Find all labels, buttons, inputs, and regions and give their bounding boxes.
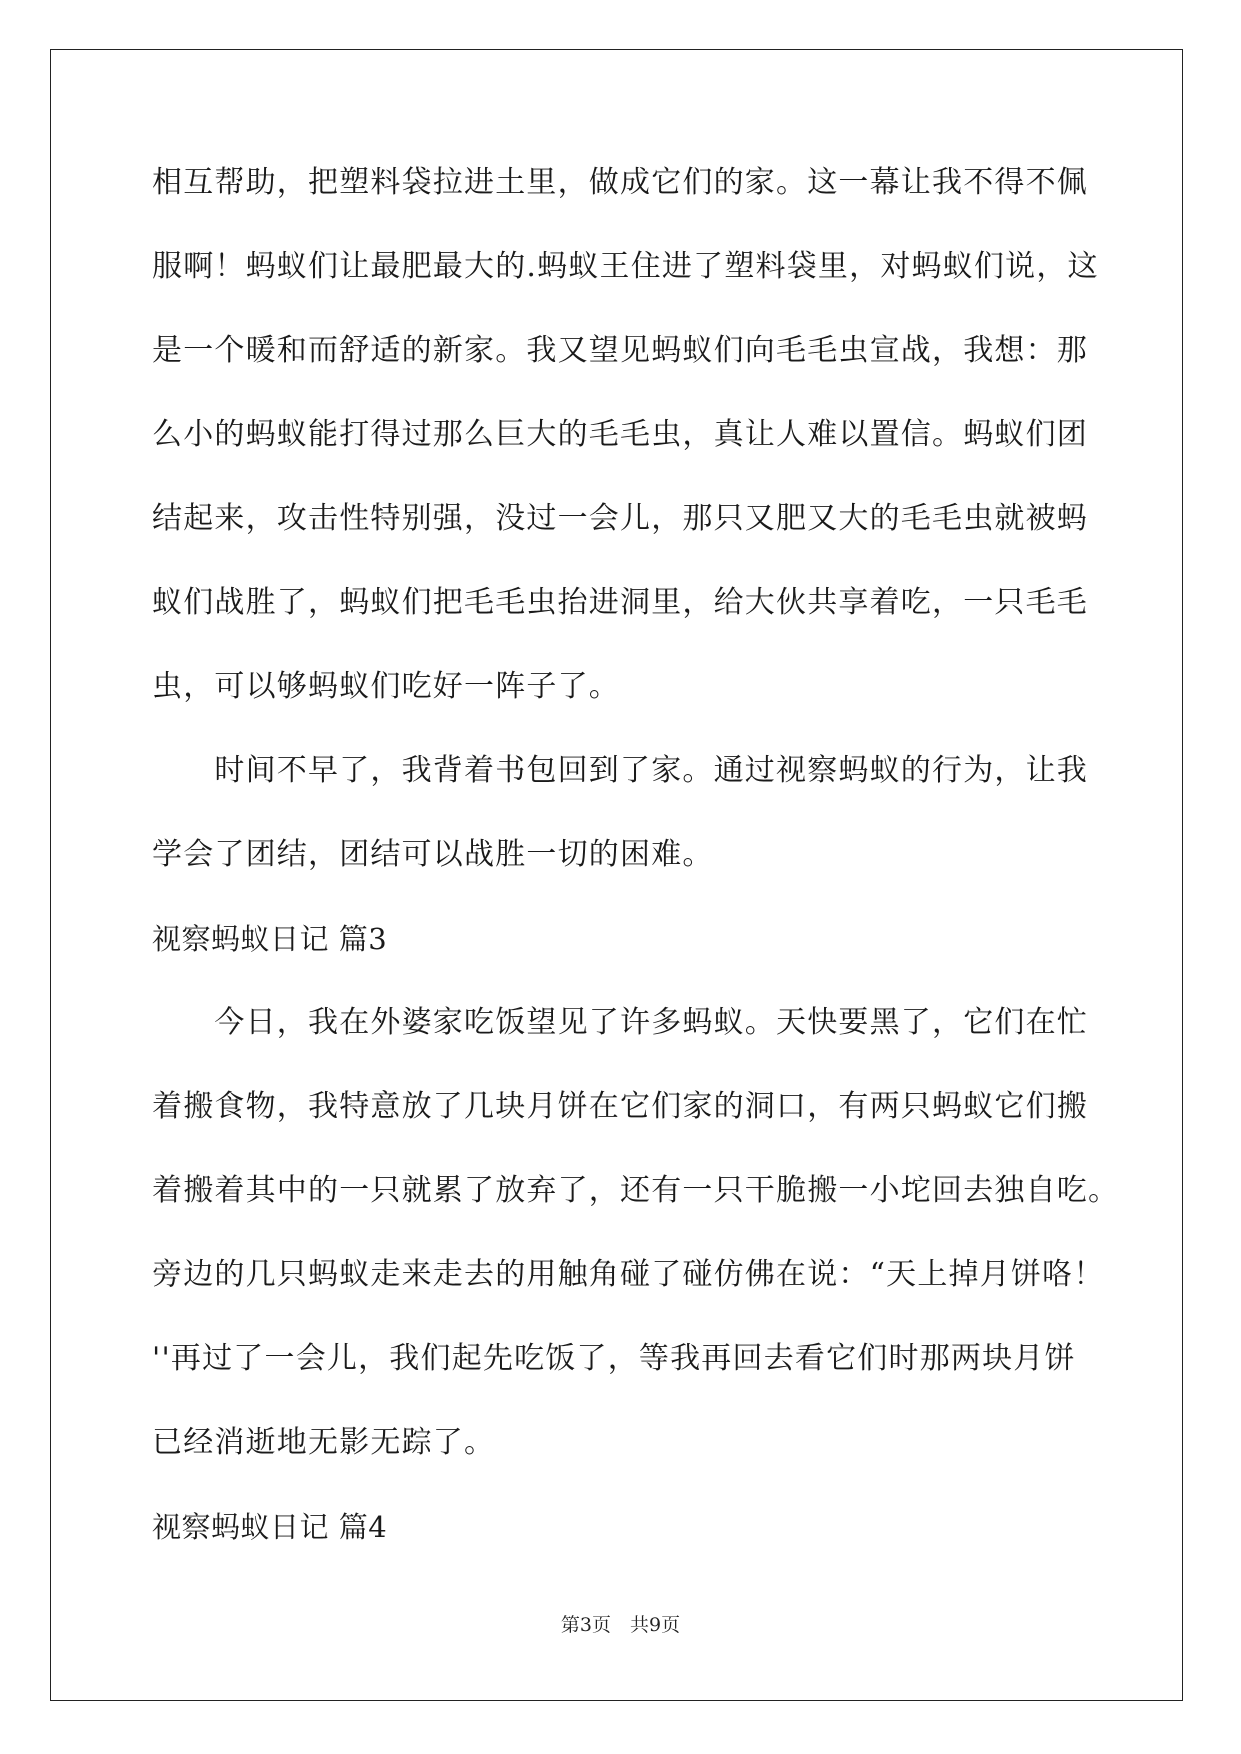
section-heading: 视察蚂蚁日记 篇4: [152, 1510, 388, 1544]
paragraph-line: 服啊！蚂蚁们让最肥最大的.蚂蚁王住进了塑料袋里，对蚂蚁们说，这: [152, 249, 1099, 284]
paragraph-line: 结起来，攻击性特别强，没过一会儿，那只又肥又大的毛毛虫就被蚂: [152, 501, 1088, 536]
paragraph-line: 学会了团结，团结可以战胜一切的困难。: [152, 837, 714, 872]
paragraph-line: 相互帮助，把塑料袋拉进土里，做成它们的家。这一幕让我不得不佩: [152, 165, 1088, 200]
paragraph-line: 已经消逝地无影无踪了。: [152, 1425, 496, 1460]
paragraph-line: 是一个暖和而舒适的新家。我又望见蚂蚁们向毛毛虫宣战，我想：那: [152, 333, 1088, 368]
page-number-footer: 第3页 共9页: [560, 1614, 681, 1636]
paragraph-line: 今日，我在外婆家吃饭望见了许多蚂蚁。天快要黑了，它们在忙: [152, 1005, 1088, 1040]
paragraph-line: 旁边的几只蚂蚁走来走去的用触角碰了碰仿佛在说：“天上掉月饼咯！: [152, 1257, 1105, 1292]
paragraph-line: ''再过了一会儿，我们起先吃饭了，等我再回去看它们时那两块月饼: [152, 1341, 1076, 1376]
paragraph-line: 时间不早了，我背着书包回到了家。通过视察蚂蚁的行为，让我: [152, 753, 1088, 788]
paragraph-line: 着搬着其中的一只就累了放弃了，还有一只干脆搬一小坨回去独自吃。: [152, 1173, 1120, 1208]
paragraph-line: 么小的蚂蚁能打得过那么巨大的毛毛虫，真让人难以置信。蚂蚁们团: [152, 417, 1088, 452]
paragraph-line: 虫，可以够蚂蚁们吃好一阵子了。: [152, 669, 620, 704]
paragraph-line: 蚁们战胜了，蚂蚁们把毛毛虫抬进洞里，给大伙共享着吃，一只毛毛: [152, 585, 1088, 620]
document-body: [152, 162, 1120, 1548]
section-heading: 视察蚂蚁日记 篇3: [152, 922, 388, 956]
paragraph-line: 着搬食物，我特意放了几块月饼在它们家的洞口，有两只蚂蚁它们搬: [152, 1089, 1088, 1124]
